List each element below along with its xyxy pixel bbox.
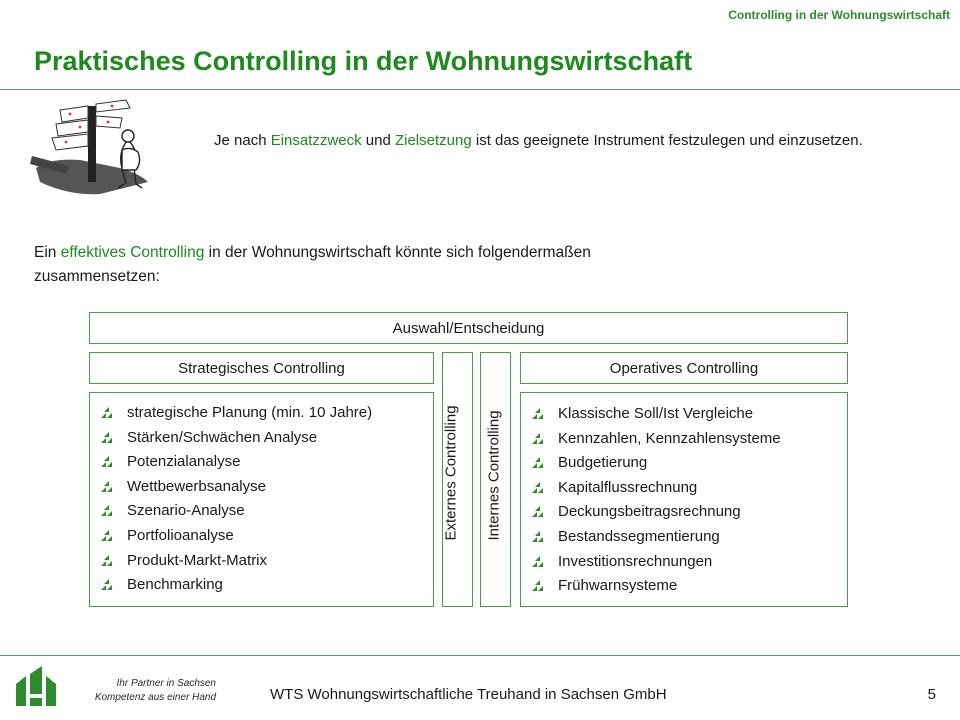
list-item: Produkt-Markt-Matrix [100,549,372,574]
leaf-bullet-icon [531,579,544,592]
list-item: Budgetierung [531,451,781,476]
leaf-bullet-icon [531,432,544,445]
leaf-bullet-icon [100,431,113,444]
title-divider [0,89,960,90]
list-item: Stärken/Schwächen Analyse [100,426,372,451]
slogan: Ihr Partner in Sachsen Kompetenz aus einer Hand [94,678,216,703]
page-number: 5 [927,686,936,703]
footer-divider [0,655,960,656]
leaf-bullet-icon [531,407,544,420]
list-item: Kapitalflussrechnung [531,476,781,501]
list-item: Deckungsbeitragsrechnung [531,500,781,525]
internal-controlling-label: Internes Controlling [485,410,503,541]
intro-text: Je nach Einsatzzweck und Zielsetzung ist das geeignete Instrument festzulegen und einzusetzen. [214,132,863,149]
leaf-bullet-icon [100,554,113,567]
decision-box: Auswahl/Entscheidung [89,312,848,344]
leaf-bullet-icon [100,455,113,468]
external-controlling-label: Externes Controlling [442,405,460,541]
leaf-bullet-icon [531,530,544,543]
company-logo-icon [14,664,58,708]
list-item: Klassische Soll/Ist Vergleiche [531,402,781,427]
page-title: Praktisches Controlling in der Wohnungswirtschaft [34,46,693,76]
list-item: Benchmarking [100,573,372,598]
lead-text: Ein effektives Controlling in der Wohnungswirtschaft könnte sich folgendermaßen zusammensetzen: [34,244,591,285]
leaf-bullet-icon [100,480,113,493]
list-item: Wettbewerbsanalyse [100,475,372,500]
strategic-header-box: Strategisches Controlling [89,352,434,384]
leaf-bullet-icon [100,504,113,517]
signpost-illustration [30,98,162,198]
list-item: Potenzialanalyse [100,450,372,475]
list-item: Szenario-Analyse [100,499,372,524]
leaf-bullet-icon [531,505,544,518]
strategic-list [100,401,372,598]
list-item: strategische Planung (min. 10 Jahre) [100,401,372,426]
list-item: Investitionsrechnungen [531,550,781,575]
operative-header-box: Operatives Controlling [520,352,848,384]
leaf-bullet-icon [531,481,544,494]
leaf-bullet-icon [100,406,113,419]
list-item: Portfolioanalyse [100,524,372,549]
company-name: WTS Wohnungswirtschaftliche Treuhand in Sachsen GmbH [270,686,667,703]
list-item: Kennzahlen, Kennzahlensysteme [531,427,781,452]
leaf-bullet-icon [100,578,113,591]
leaf-bullet-icon [531,555,544,568]
list-item: Frühwarnsysteme [531,574,781,599]
operative-list [531,402,781,599]
list-item: Bestandssegmentierung [531,525,781,550]
header-label: Controlling in der Wohnungswirtschaft [728,8,950,22]
leaf-bullet-icon [100,529,113,542]
leaf-bullet-icon [531,456,544,469]
